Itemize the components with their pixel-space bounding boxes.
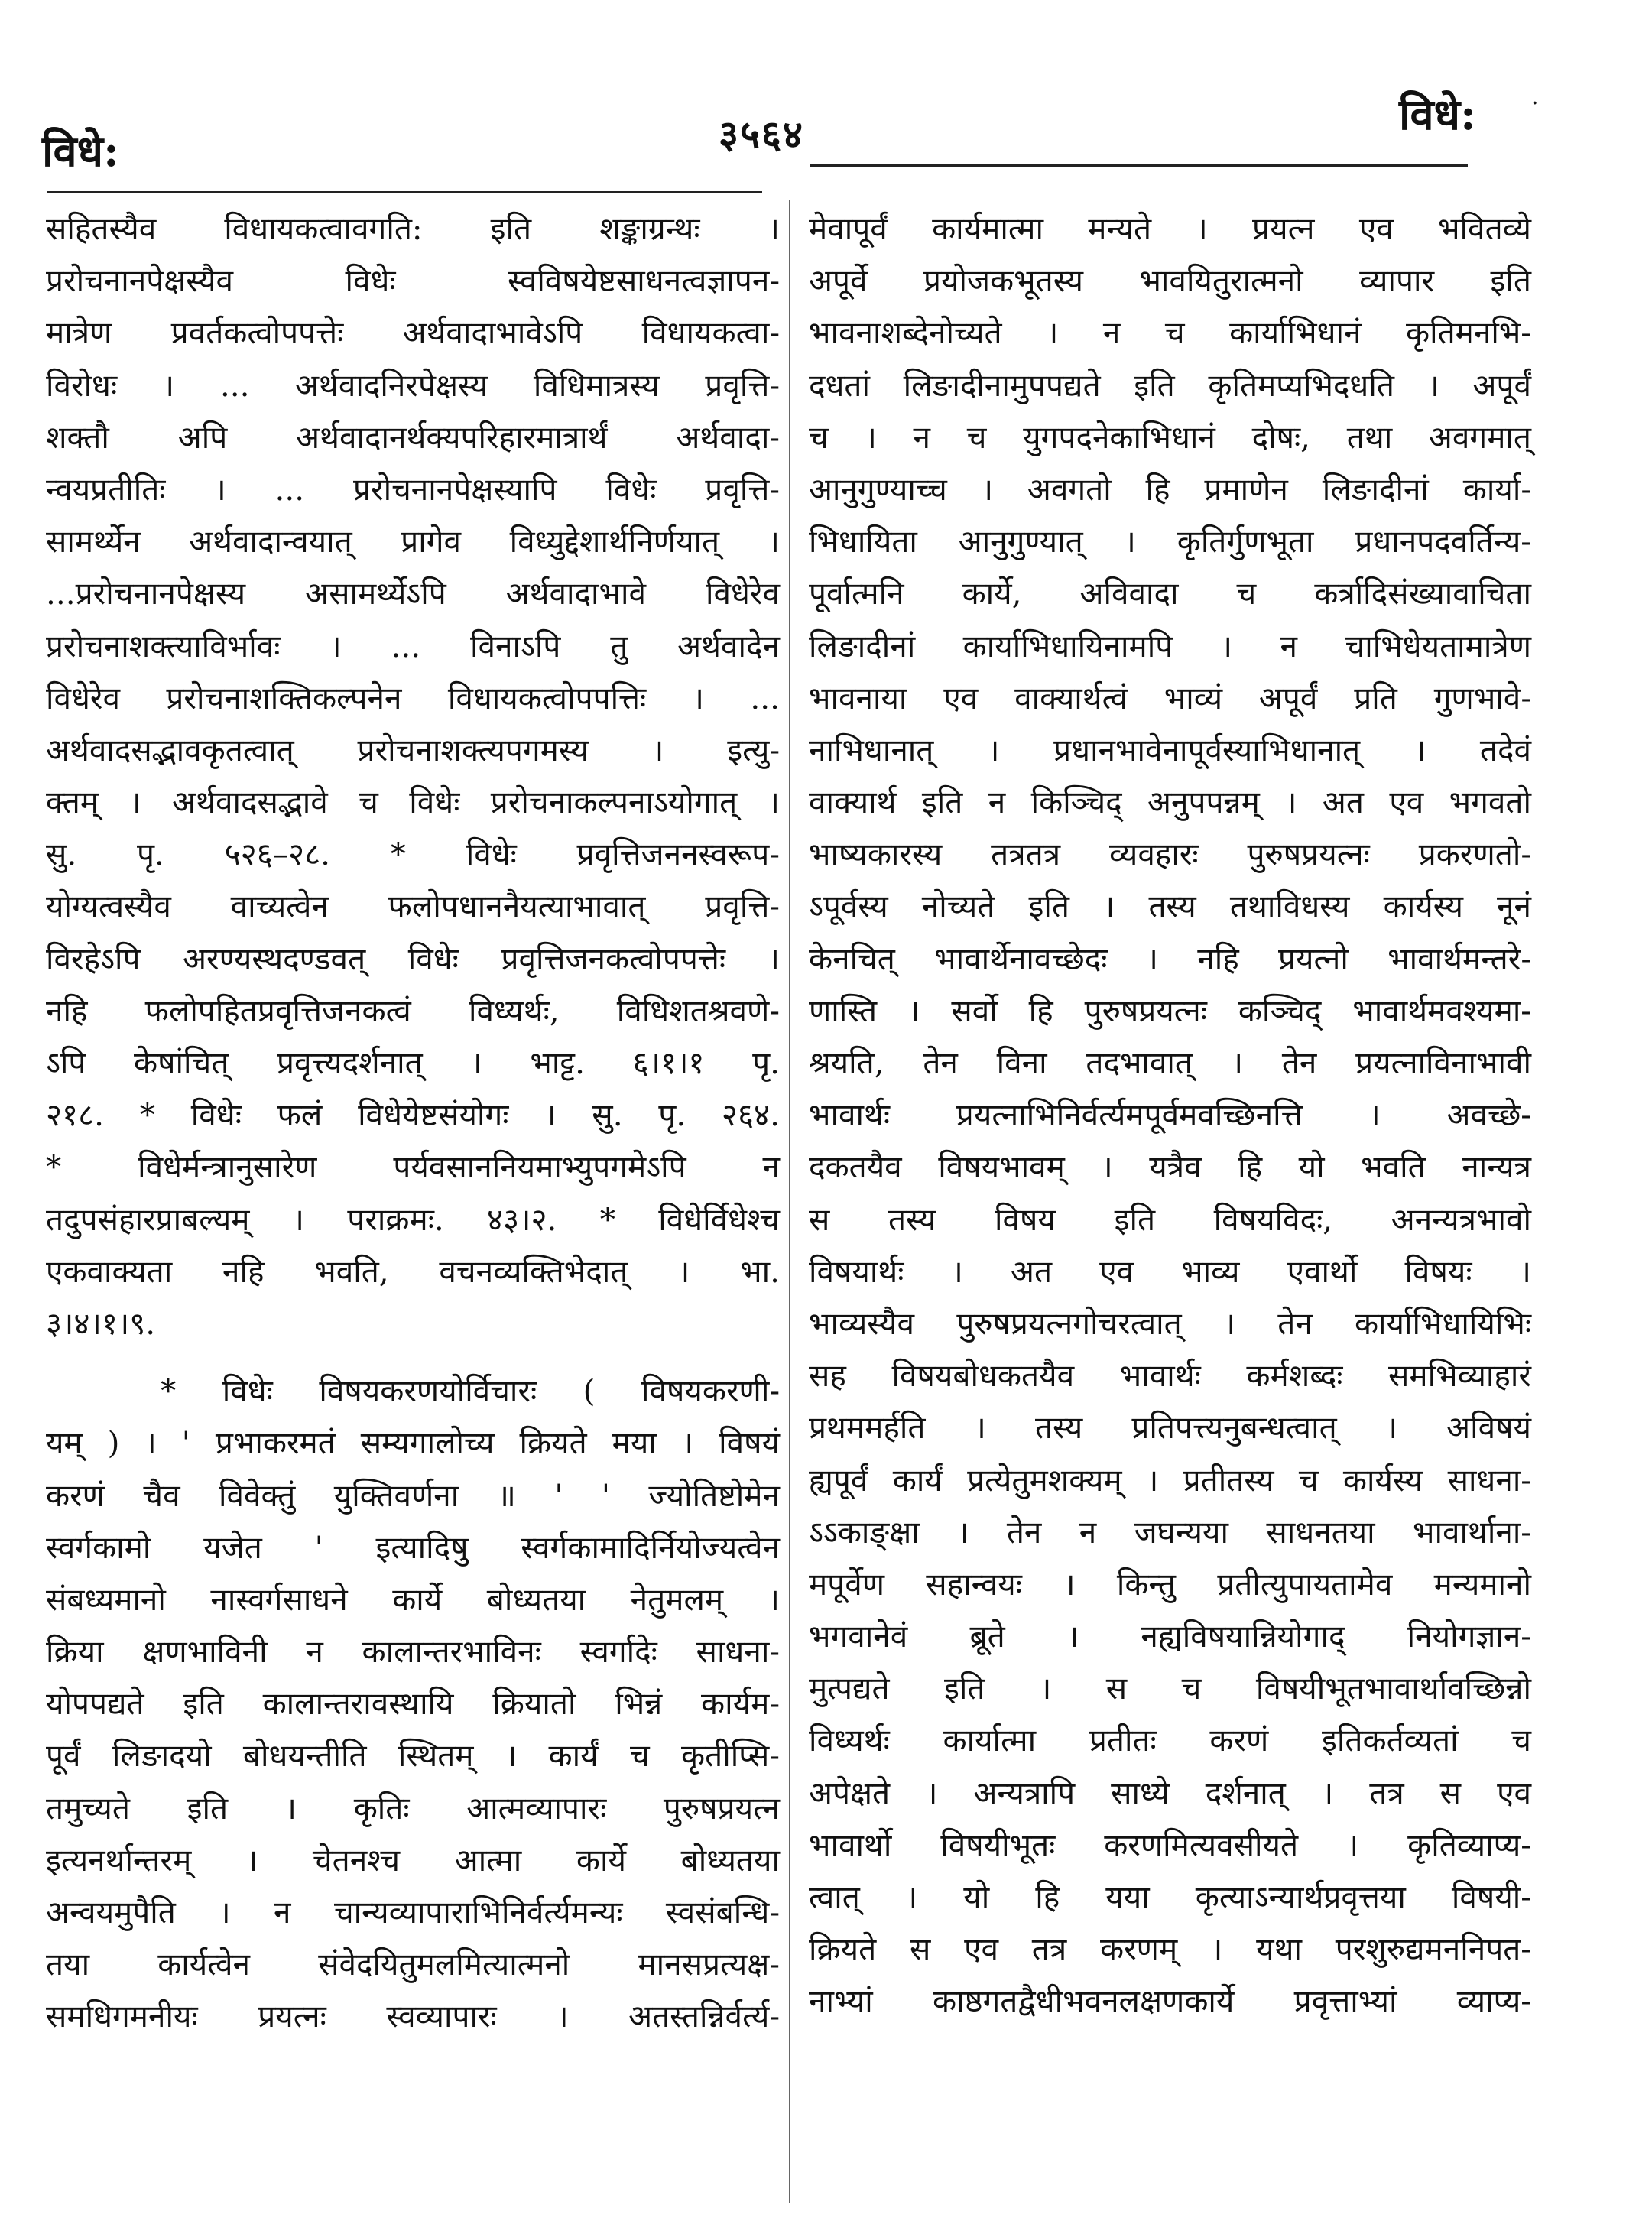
- right-line-3: भावनाशब्देनोच्यते । न च कार्याभिधानं कृतिमनभि-: [809, 314, 1531, 352]
- right-line-17: श्रयति, तेन विना तदभावात् । तेन प्रयत्नाविनाभावी: [809, 1044, 1531, 1081]
- left-line-4: विरोधः । ... अर्थवादनिरपेक्षस्य विधिमात्रस्य प्रवृत्ति-: [46, 366, 780, 404]
- left-line-22: ३।४।१।९.: [46, 1304, 156, 1342]
- left-line-5: शक्तौ अपि अर्थवादानर्थक्यपरिहारमात्रार्थं अर्थवादा-: [46, 418, 780, 456]
- header-rule-right: [810, 164, 1468, 167]
- left-line-25: करणं चैव विवेक्तुं युक्तिवर्णना ॥ ' ' ज्योतिष्टोमेन: [46, 1476, 780, 1514]
- right-line-10: भावनाया एव वाक्यार्थत्वं भाव्यं अपूर्वं प्रति गुणभावे-: [809, 679, 1531, 716]
- left-line-1: सहितस्यैव विधायकत्वावगति: इति शङ्काग्रन्थः ।: [46, 210, 780, 247]
- left-column: [46, 203, 780, 2043]
- right-line-33: त्वात् । यो हि यया कृत्याऽन्यार्थप्रवृत्तया विषयी-: [809, 1878, 1531, 1915]
- left-line-10: विधेरेव प्ररोचनाशक्तिकल्पनेन विधायकत्वोपपत्तिः । ...: [46, 679, 780, 716]
- left-line-28: क्रिया क्षणभाविनी न कालान्तरभाविनः स्वर्गादेः साधना-: [46, 1633, 780, 1671]
- right-line-35: नाभ्यां काष्ठगतद्वैधीभवनलक्षणकार्ये प्रवृत्ताभ्यां व्याप्य-: [809, 1982, 1531, 2020]
- left-line-3: मात्रेण प्रवर्तकत्वोपपत्तेः अर्थवादाभावेऽपि विधायकत्वा-: [46, 314, 780, 352]
- right-line-9: लिङादीनां कार्याभिधायिनामपि । न चाभिधेयतामात्रेण: [809, 627, 1531, 664]
- left-line-29: योपपद्यते इति कालान्तरावस्थायि क्रियातो भिन्नं कार्यम-: [46, 1685, 780, 1723]
- left-line-20: तदुपसंहारप्राबल्यम् । पराक्रमः. ४३।२. * विधेर्विधेश्च: [46, 1200, 780, 1238]
- left-line-30: पूर्वं लिङादयो बोधयन्तीति स्थितम् । कार्यं च कृतीप्सि-: [46, 1737, 780, 1775]
- right-line-7: भिधायिता आनुगुण्यात् । कृतिर्गुणभूता प्रधानपदवर्तिन्य-: [809, 523, 1531, 560]
- left-line-13: सु. पृ. ५२६–२८. * विधेः प्रवृत्तिजननस्वरूप-: [46, 836, 780, 873]
- right-line-18: भावार्थः प्रयत्नाभिनिर्वर्त्यमपूर्वमवच्छिनत्ति । अवच्छे-: [809, 1096, 1531, 1134]
- right-line-24: प्रथममर्हति । तस्य प्रतिपत्त्यनुबन्धत्वात् । अविषयं: [809, 1409, 1531, 1447]
- right-line-2: अपूर्वे प्रयोजकभूतस्य भावयितुरात्मनो व्यापार इति: [809, 262, 1531, 300]
- right-line-14: ऽपूर्वस्य नोच्यते इति । तस्य तथाविधस्य कार्यस्य नूनं: [809, 888, 1531, 925]
- page-number: ३५६४: [719, 112, 804, 157]
- right-line-5: च । न च युगपदनेकाभिधानं दोषः, तथा अवगमात्: [809, 418, 1531, 456]
- right-line-23: सह विषयबोधकतयैव भावार्थः कर्मशब्दः समभिव्याहारं: [809, 1357, 1531, 1395]
- right-line-11: नाभिधानात् । प्रधानभावेनापूर्वस्याभिधानात् । तदेवं: [809, 731, 1531, 768]
- right-line-15: केनचित् भावार्थेनावच्छेदः । नहि प्रयत्नो भावार्थमन्तरे-: [809, 940, 1531, 977]
- header-right-mark: ·: [1531, 90, 1539, 117]
- right-line-8: पूर्वात्मनि कार्ये, अविवादा च कर्त्रादिसंख्यावाचिता: [809, 575, 1531, 612]
- right-line-13: भाष्यकारस्य तत्रतत्र व्यवहारः पुरुषप्रयत्नः प्रकरणतो-: [809, 836, 1531, 873]
- left-line-27: संबध्यमानो नास्वर्गसाधने कार्ये बोध्यतया नेतुमलम् ।: [46, 1580, 780, 1618]
- left-line-16: नहि फलोपहितप्रवृत्तिजनकत्वं विध्यर्थः, विधिशतश्रवणे-: [46, 992, 780, 1029]
- right-line-27: मपूर्वेण सहान्वयः । किन्तु प्रतीत्युपायतामेव मन्यमानो: [809, 1565, 1531, 1602]
- right-line-4: दधतां लिङादीनामुपपद्यते इति कृतिमप्यभिदधति । अपूर्वं: [809, 366, 1531, 404]
- right-line-22: भाव्यस्यैव पुरुषप्रयत्नगोचरत्वात् । तेन कार्याभिधायिभिः: [809, 1304, 1531, 1342]
- left-line-31: तमुच्यते इति । कृतिः आत्मव्यापारः पुरुषप्रयत्न: [46, 1789, 780, 1826]
- header-rule-left: [47, 191, 762, 193]
- right-column: [809, 203, 1531, 2028]
- left-line-33: अन्वयमुपैति । न चान्यव्यापाराभिनिर्वर्त्यमन्यः स्वसंबन्धि-: [46, 1894, 780, 1930]
- right-line-19: दकतयैव विषयभावम् । यत्रैव हि यो भवति नान्यत्र: [809, 1148, 1531, 1186]
- right-line-25: ह्यपूर्वं कार्यं प्रत्येतुमशक्यम् । प्रतीतस्य च कार्यस्य साधना-: [809, 1461, 1531, 1499]
- right-line-30: विध्यर्थः कार्यात्मा प्रतीतः करणं इतिकर्तव्यतां च: [809, 1722, 1531, 1759]
- left-line-14: योग्यत्वस्यैव वाच्यत्वेन फलोपधाननैयत्याभावात् प्रवृत्ति-: [46, 888, 780, 925]
- right-line-34: क्रियते स एव तत्र करणम् । यथा परशुरुद्यमननिपत-: [809, 1930, 1531, 1968]
- left-line-6: न्वयप्रतीतिः । ... प्ररोचनानपेक्षस्यापि विधेः प्रवृत्ति-: [46, 470, 780, 508]
- left-line-34: तया कार्यत्वेन संवेदयितुमलमित्यात्मनो मानसप्रत्यक्ष-: [46, 1946, 780, 1983]
- header-left-title: विधे:: [42, 126, 119, 177]
- left-line-12: क्तम् । अर्थवादसद्भावे च विधेः प्ररोचनाकल्पनाऽयोगात् ।: [46, 784, 780, 821]
- right-line-12: वाक्यार्थ इति न किञ्चिद् अनुपपन्नम् । अत एव भगवतो: [809, 784, 1531, 821]
- left-line-24: यम् ) । ' प्रभाकरमतं सम्यगालोच्य क्रियते मया । विषयं: [46, 1424, 780, 1462]
- header-right-title: विधे:: [1399, 89, 1476, 140]
- right-line-32: भावार्थो विषयीभूतः करणमित्यवसीयते । कृतिव्याप्य-: [809, 1826, 1531, 1863]
- left-line-26: स्वर्गकामो यजेत ' इत्यादिषु स्वर्गकामादिर्नियोज्यत्वेन: [46, 1528, 780, 1566]
- right-line-29: मुत्पद्यते इति । स च विषयीभूतभावार्थावच्छिन्नो: [809, 1670, 1531, 1707]
- left-line-19: * विधेर्मन्त्रानुसारेण पर्यवसाननियमाभ्युपगमेऽपि न: [46, 1148, 780, 1186]
- left-line-21: एकवाक्यता नहि भवति, वचनव्यक्तिभेदात् । भा.: [46, 1252, 780, 1290]
- left-line-32: इत्यनर्थान्तरम् । चेतनश्च आत्मा कार्ये बोध्यतया: [46, 1841, 780, 1878]
- left-line-17: ऽपि केषांचित् प्रवृत्त्यदर्शनात् । भाट्ट. ६।१।१ पृ.: [46, 1044, 780, 1081]
- right-line-16: णास्ति । सर्वो हि पुरुषप्रयत्नः कञ्चिद् भावार्थमवश्यमा-: [809, 992, 1531, 1029]
- right-line-1: मेवापूर्वं कार्यमात्मा मन्यते । प्रयत्न एव भवितव्ये: [809, 210, 1531, 247]
- left-line-23-entry-heading: * विधेः विषयकरणयोर्विचारः ( विषयकरणी-: [161, 1372, 780, 1410]
- right-line-26: ऽऽकाङ्क्षा । तेन न जघन्यया साधनतया भावार्थाना-: [809, 1513, 1531, 1550]
- left-line-2: प्ररोचनानपेक्षस्यैव विधेः स्वविषयेष्टसाधनत्वज्ञापन-: [46, 262, 780, 300]
- left-line-18: २१८. * विधेः फलं विधेयेष्टसंयोगः । सु. पृ. २६४.: [46, 1096, 780, 1134]
- right-line-20: स तस्य विषय इति विषयविदः, अनन्यत्रभावो: [809, 1200, 1531, 1238]
- right-line-28: भगवानेवं ब्रूते । नह्यविषयान्नियोगाद् नियोगज्ञान-: [809, 1618, 1531, 1655]
- column-divider: [789, 200, 790, 2203]
- right-line-21: विषयार्थः । अत एव भाव्य एवार्थो विषयः ।: [809, 1252, 1531, 1290]
- left-line-9: प्ररोचनाशक्त्याविर्भावः । ... विनाऽपि तु अर्थवादेन: [46, 627, 780, 664]
- left-line-35: समधिगमनीयः प्रयत्नः स्वव्यापारः । अतस्तन्निर्वर्त्य-: [46, 1998, 780, 2035]
- left-line-8: ...प्ररोचनानपेक्षस्य असामर्थ्येऽपि अर्थवादाभावे विधेरेव: [46, 575, 780, 612]
- left-line-7: सामर्थ्येन अर्थवादान्वयात् प्रागेव विध्युद्देशार्थनिर्णयात् ।: [46, 523, 780, 560]
- left-line-11: अर्थवादसद्भावकृतत्वात् प्ररोचनाशक्त्यपगमस्य । इत्यु-: [46, 731, 780, 768]
- left-line-15: विरहेऽपि अरण्यस्थदण्डवत् विधेः प्रवृत्तिजनकत्वोपपत्तेः ।: [46, 940, 780, 977]
- right-line-6: आनुगुण्याच्च । अवगतो हि प्रमाणेन लिङादीनां कार्या-: [809, 470, 1531, 508]
- right-line-31: अपेक्षते । अन्यत्रापि साध्ये दर्शनात् । तत्र स एव: [809, 1774, 1531, 1811]
